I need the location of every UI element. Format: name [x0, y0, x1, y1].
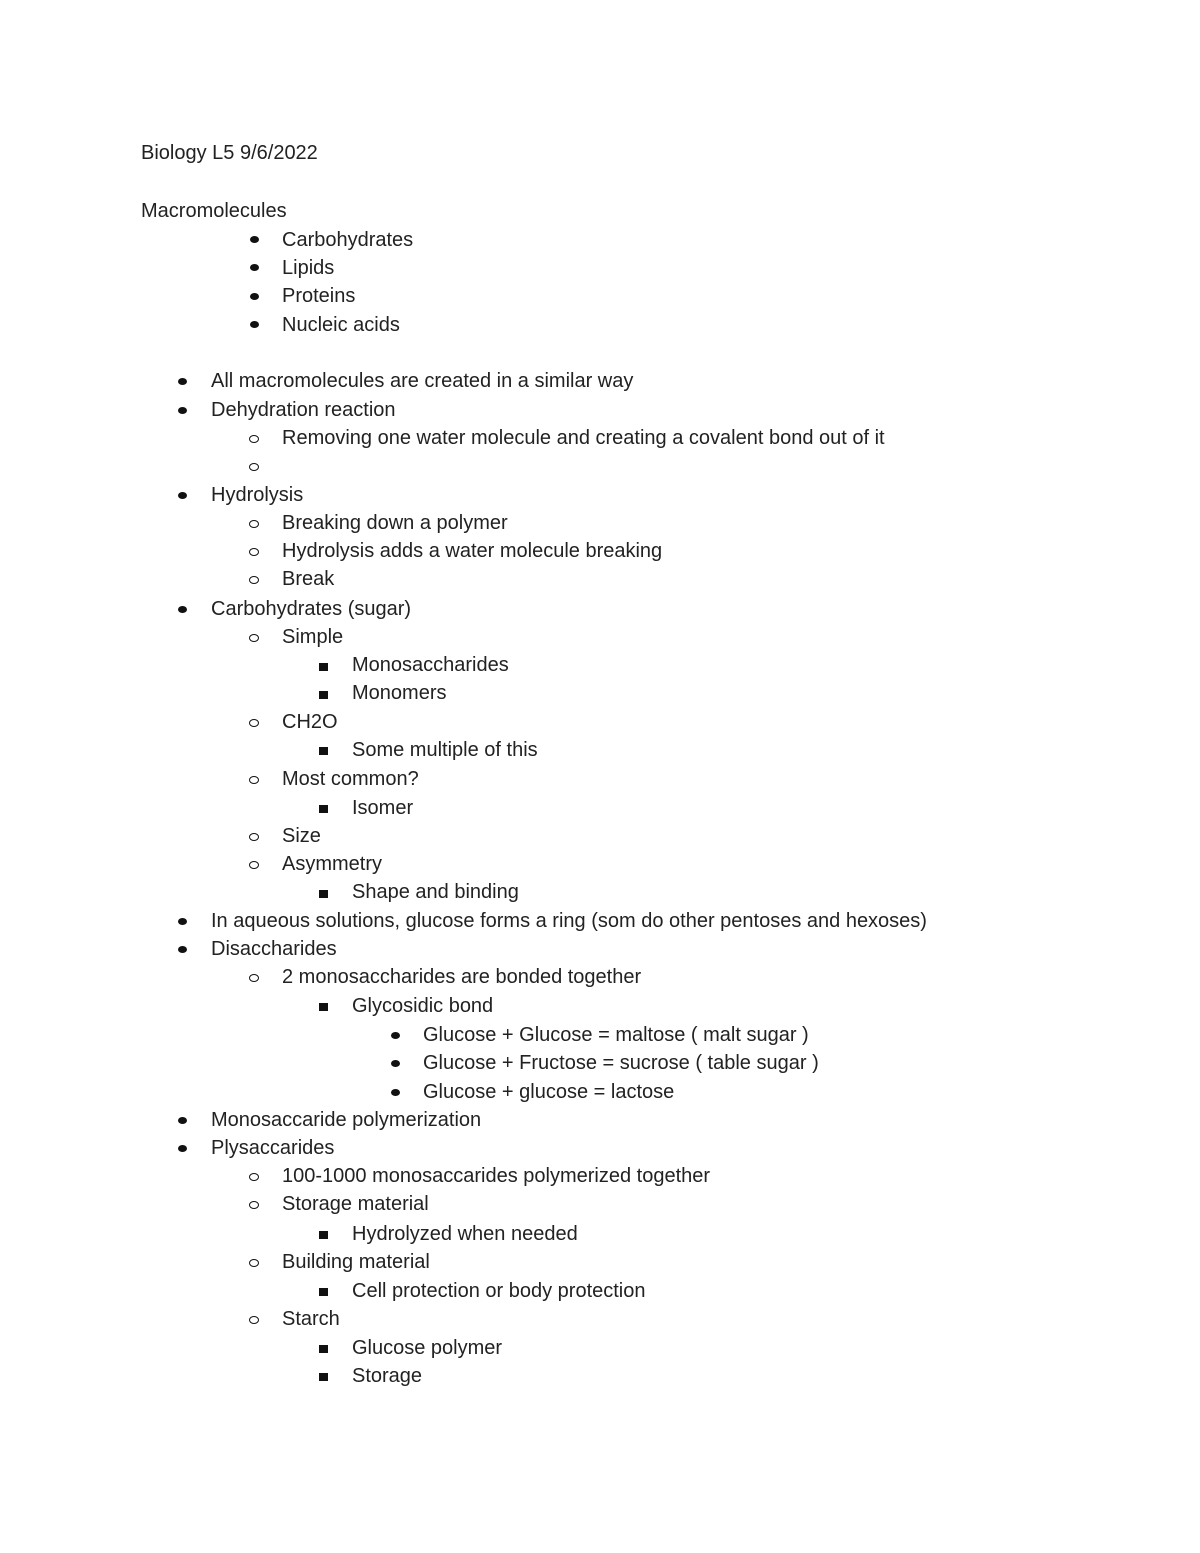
list-item: Disaccharides	[211, 938, 337, 960]
bullet-square-icon	[319, 890, 328, 898]
bullet-square-icon	[319, 747, 328, 755]
list-item: All macromolecules are created in a similar way	[211, 370, 634, 392]
list-item: Breaking down a polymer	[282, 512, 508, 534]
bullet-square-icon	[319, 1231, 328, 1239]
list-item: Proteins	[282, 285, 356, 307]
bullet-square-icon	[319, 663, 328, 671]
list-item: Lipids	[282, 257, 335, 279]
bullet-disc-icon	[178, 492, 187, 499]
bullet-circle-icon	[249, 719, 259, 727]
bullet-circle-icon	[249, 833, 259, 841]
list-item: Glucose polymer	[352, 1337, 503, 1359]
bullet-disc-icon	[178, 378, 187, 385]
bullet-circle-icon	[249, 861, 259, 869]
list-item: Carbohydrates	[282, 229, 414, 251]
bullet-disc-icon	[250, 236, 259, 243]
bullet-disc-icon	[178, 946, 187, 953]
bullet-circle-icon	[249, 1259, 259, 1267]
list-item: Hydrolyzed when needed	[352, 1223, 578, 1245]
bullet-disc-icon	[178, 407, 187, 414]
bullet-disc-icon	[250, 293, 259, 300]
list-item: Building material	[282, 1251, 430, 1273]
list-item: Break	[282, 568, 335, 590]
list-item: Size	[282, 825, 321, 847]
list-item: Asymmetry	[282, 853, 382, 875]
bullet-square-icon	[319, 691, 328, 699]
document-title: Biology L5 9/6/2022	[141, 142, 318, 164]
bullet-square-icon	[319, 1345, 328, 1353]
list-item: Carbohydrates (sugar)	[211, 598, 412, 620]
bullet-disc-icon	[178, 1145, 187, 1152]
bullet-circle-icon	[249, 520, 259, 528]
bullet-circle-icon	[249, 548, 259, 556]
list-item: Most common?	[282, 768, 419, 790]
bullet-square-icon	[319, 1003, 328, 1011]
list-item: Hydrolysis adds a water molecule breaking	[282, 540, 663, 562]
list-item: Some multiple of this	[352, 739, 538, 761]
list-item: 2 monosaccharides are bonded together	[282, 966, 642, 988]
bullet-circle-icon	[249, 776, 259, 784]
bullet-disc-icon	[178, 918, 187, 925]
bullet-square-icon	[319, 1373, 328, 1381]
section-heading: Macromolecules	[141, 200, 287, 222]
bullet-circle-icon	[249, 974, 259, 982]
bullet-circle-icon	[249, 1173, 259, 1181]
list-item: Monomers	[352, 682, 447, 704]
list-item: Cell protection or body protection	[352, 1280, 646, 1302]
list-item: In aqueous solutions, glucose forms a ring (som do other pentoses and hexoses)	[211, 910, 927, 932]
list-item: Starch	[282, 1308, 340, 1330]
list-item: CH2O	[282, 711, 338, 733]
bullet-disc-icon	[178, 606, 187, 613]
bullet-circle-icon	[249, 435, 259, 443]
list-item: Dehydration reaction	[211, 399, 396, 421]
list-item: Glucose + Fructose = sucrose ( table sugar )	[423, 1052, 819, 1074]
list-item: Hydrolysis	[211, 484, 304, 506]
bullet-disc-icon	[391, 1032, 400, 1039]
list-item: Monosaccaride polymerization	[211, 1109, 482, 1131]
list-item: Shape and binding	[352, 881, 519, 903]
list-item: Simple	[282, 626, 344, 648]
list-item: Removing one water molecule and creating a covalent bond out of it	[282, 427, 885, 449]
list-item: Storage material	[282, 1193, 429, 1215]
bullet-circle-icon	[249, 576, 259, 584]
list-item: Isomer	[352, 797, 414, 819]
bullet-disc-icon	[250, 321, 259, 328]
bullet-disc-icon	[178, 1117, 187, 1124]
list-item: Monosaccharides	[352, 654, 509, 676]
bullet-circle-icon	[249, 1201, 259, 1209]
bullet-circle-icon	[249, 463, 259, 471]
bullet-circle-icon	[249, 634, 259, 642]
list-item: Glucose + glucose = lactose	[423, 1081, 675, 1103]
bullet-disc-icon	[391, 1060, 400, 1067]
list-item: Glucose + Glucose = maltose ( malt sugar )	[423, 1024, 809, 1046]
list-item: Nucleic acids	[282, 314, 400, 336]
bullet-square-icon	[319, 805, 328, 813]
bullet-disc-icon	[391, 1089, 400, 1096]
bullet-circle-icon	[249, 1316, 259, 1324]
list-item: Plysaccarides	[211, 1137, 335, 1159]
bullet-square-icon	[319, 1288, 328, 1296]
list-item: Storage	[352, 1365, 423, 1387]
bullet-disc-icon	[250, 264, 259, 271]
list-item: 100-1000 monosaccarides polymerized together	[282, 1165, 711, 1187]
list-item: Glycosidic bond	[352, 995, 494, 1017]
